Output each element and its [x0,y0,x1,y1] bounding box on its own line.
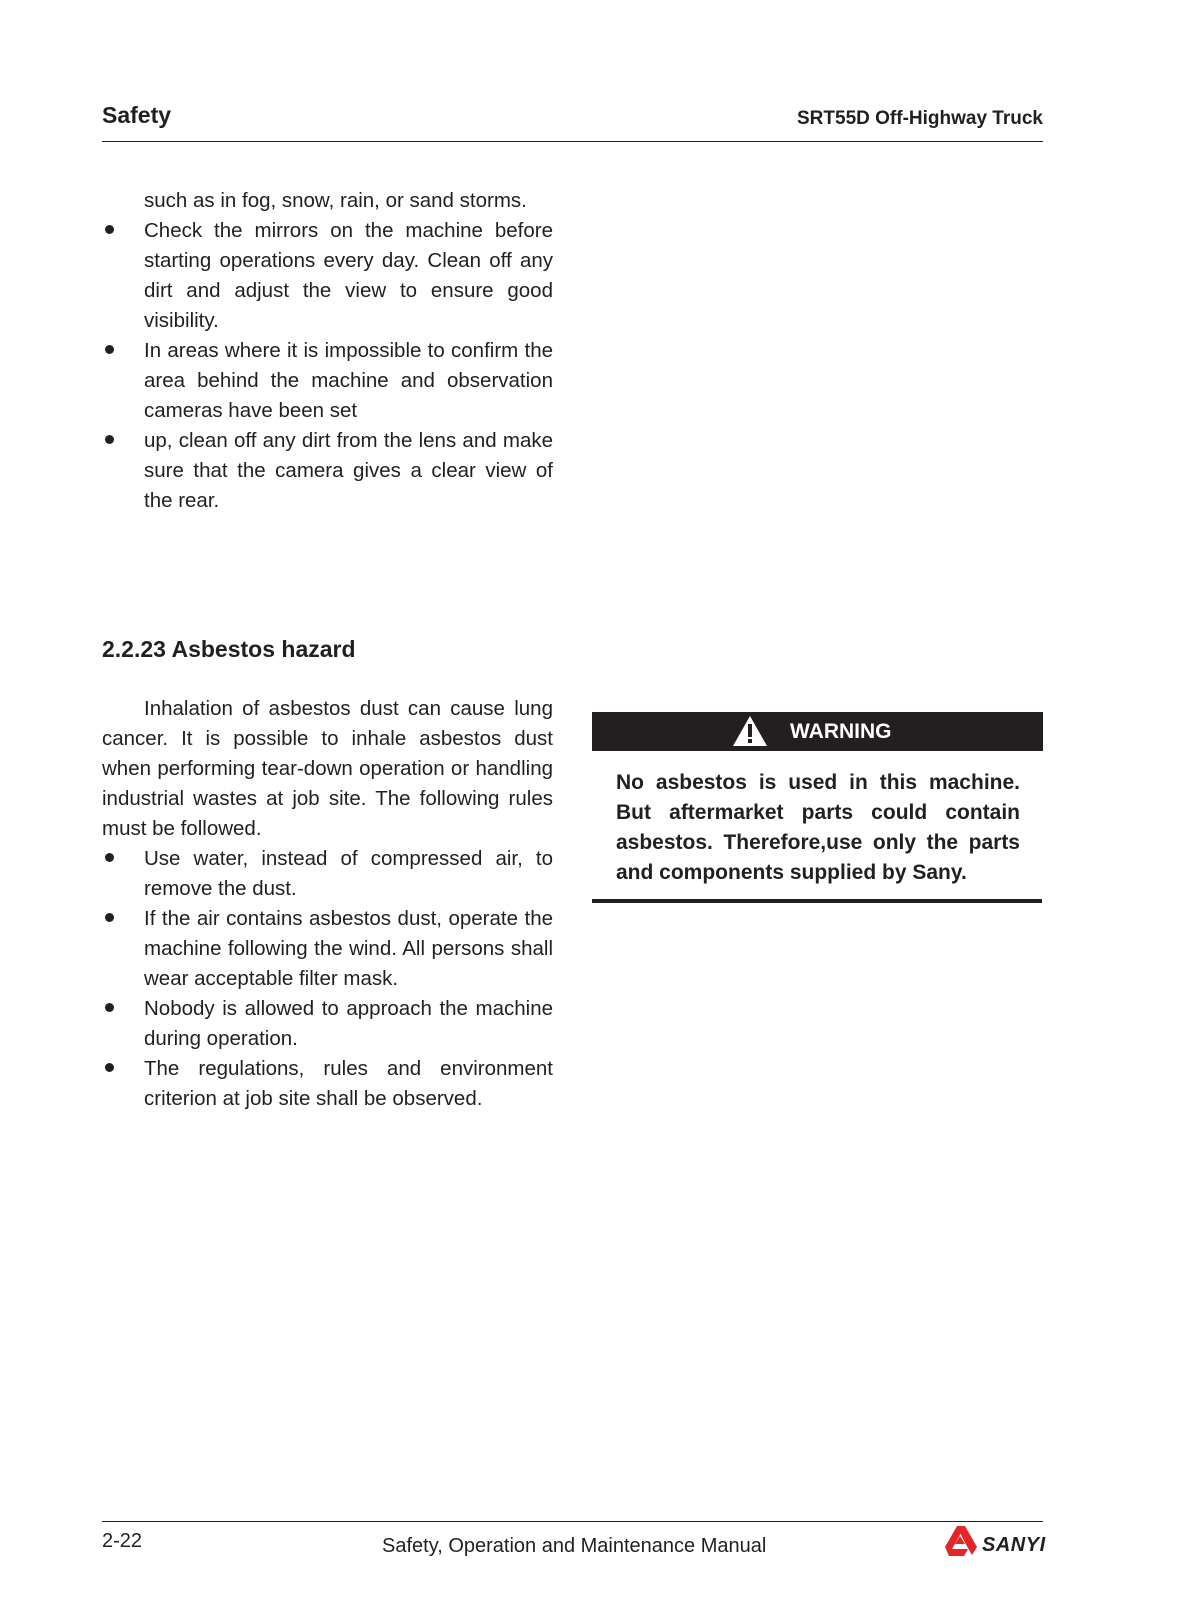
bullet-icon [105,913,114,922]
footer-divider [102,1521,1043,1522]
list-item [102,336,553,426]
list-item [102,426,553,516]
header-section-title: Safety [102,102,172,128]
list-item-text: Check the mirrors on the machine before starting operations every day. Clean off any dirt and adjust the view to ensure good visibility. [144,219,553,332]
warning-triangle-icon [732,715,768,752]
header-product-name: SRT55D Off-Highway Truck [797,108,1043,129]
list-item-text: The regulations, rules and environment criterion at job site shall be observed. [144,1057,553,1110]
bullet-icon [105,345,114,354]
warning-header [592,712,1043,751]
section-intro: Inhalation of asbestos dust can cause lung cancer. It is possible to inhale asbestos dust when performing tear-down operation or handling industrial wastes at job site. The following rules must be followed. [102,697,553,840]
bullet-icon [105,1063,114,1072]
visibility-continued-block [102,186,553,516]
warning-message: No asbestos is used in this machine. But aftermarket parts could contain asbestos. Therefore,use only the parts and components supplied by Sany. [616,771,1020,884]
list-item-text: Use water, instead of compressed air, to remove the dust. [144,847,553,900]
list-item-text: Nobody is allowed to approach the machine during operation. [144,997,553,1050]
sany-logo-icon [944,1525,978,1562]
list-item [102,904,553,994]
list-item-text: If the air contains asbestos dust, operate the machine following the wind. All persons shall wear acceptable filter mask. [144,907,553,990]
asbestos-hazard-block [102,694,553,1114]
list-item [102,216,553,336]
list-item [102,994,553,1054]
warning-bottom-rule [592,899,1042,903]
manual-title: Safety, Operation and Maintenance Manual [382,1535,767,1557]
list-item-text: up, clean off any dirt from the lens and make sure that the camera gives a clear view of the rear. [144,429,553,512]
bullet-icon [105,853,114,862]
warning-label: WARNING [790,720,892,743]
list-item-text: In areas where it is impossible to confirm the area behind the machine and observation cameras have been set [144,339,553,422]
brand-name: SANYI [982,1534,1046,1556]
bullet-icon [105,1003,114,1012]
continued-line: such as in fog, snow, rain, or sand storms. [144,189,527,212]
page-number: 2-22 [102,1530,143,1552]
section-heading: 2.2.23 Asbestos hazard [102,636,356,662]
list-item [102,1054,553,1114]
header-divider [102,141,1043,142]
bullet-icon [105,435,114,444]
bullet-icon [105,225,114,234]
list-item [102,844,553,904]
